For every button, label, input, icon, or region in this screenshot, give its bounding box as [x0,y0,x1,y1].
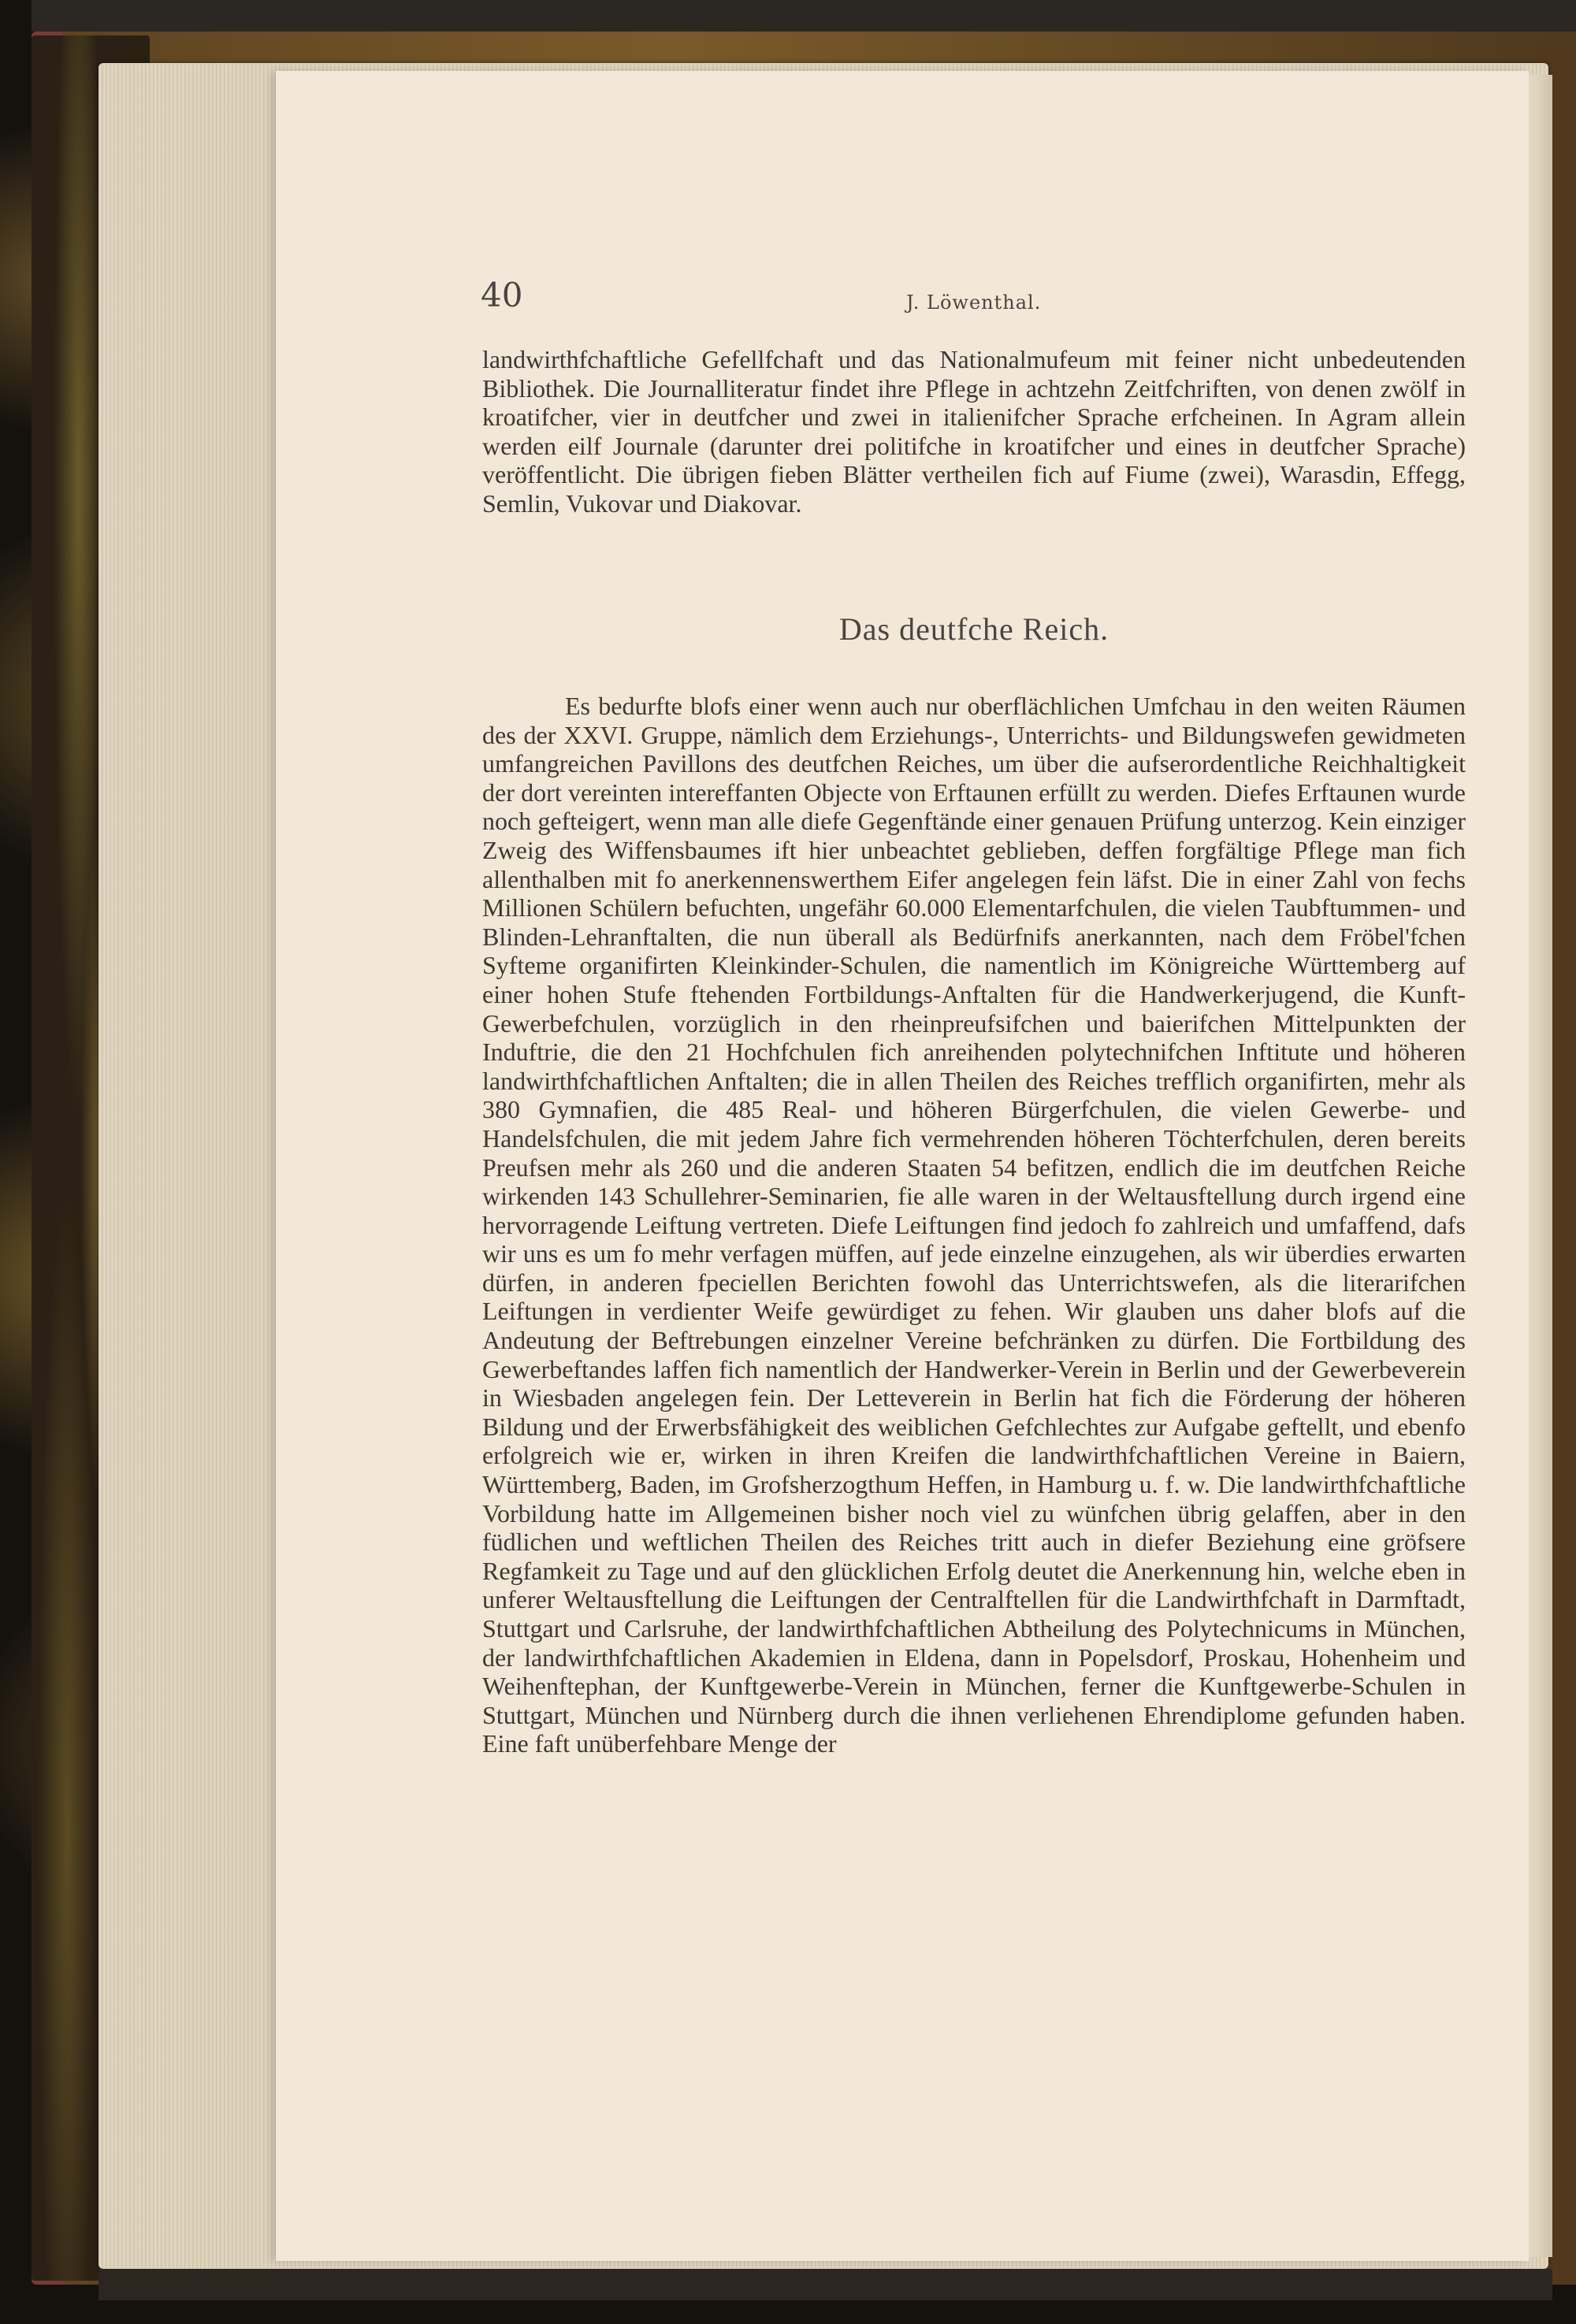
paragraph-1-text: landwirthfchaftliche Gefellfchaft und das Nationalmufeum mit feiner nicht unbedeutenden Bibliothek. Die Journalliteratur findet ihre Pflege in achtzehn Zeitfchriften, von denen zwölf in kroatifcher, vier in deutfcher und zwei in italienifcher Sprache erfcheinen. In Agram allein werden eilf Journale (darunter drei politifche in kroatifcher und eines in deutfcher Sprache) veröffentlicht. Die übrigen fieben Blätter vertheilen fich auf Fiume (zwei), Warasdin, Effegg, Semlin, Vukovar und Diakovar. [482,345,1466,518]
paragraph-2-text: Es bedurfte blofs einer wenn auch nur oberflächlichen Umfchau in den weiten Räumen des der XXVI. Gruppe, nämlich dem Erziehungs-, Unterrichts- und Bildungswefen gewidmeten umfangreichen Pavillons des deutfchen Reiches, um über die aufserordentliche Reichhaltigkeit der dort vereinten intereffanten Objecte von Erftaunen erfüllt zu werden. Diefes Erftaunen wurde noch gefteigert, wenn man alle diefe Gegenftände einer genauen Prüfung unterzog. Kein einziger Zweig des Wiffensbaumes ift hier unbeachtet geblieben, deffen forgfältige Pflege man fich allenthalben mit fo anerkennenswerthem Eifer angelegen fein läfst. Die in einer Zahl von fechs Millionen Schülern befuchten, ungefähr 60.000 Elementarfchulen, die vielen Taubftummen- und Blinden-Lehranftalten, die nun überall als Bedürfnifs anerkannten, nach dem Fröbel'fchen Syfteme organifirten Kleinkinder-Schulen, die namentlich im Königreiche Württemberg auf einer hohen Stufe ftehenden Fortbildungs-Anftalten für die Handwerkerjugend, die Kunft-Gewerbefchulen, vorzüglich in den rheinpreufsifchen und baierifchen Mittelpunkten der Induftrie, die den 21 Hochfchulen fich anreihenden polytechnifchen Inftitute und höheren landwirthfchaftlichen Anftalten; die in allen Theilen des Reiches trefflich organifirten, mehr als 380 Gymnafien, die 485 Real- und höheren Bürgerfchulen, die vielen Gewerbe- und Handelsfchulen, die mit jedem Jahre fich vermehrenden höheren Töchterfchulen, deren bereits Preufsen mehr als 260 und die anderen Staaten 54 befitzen, endlich die im deutfchen Reiche wirkenden 143 Schullehrer-Seminarien, fie alle waren in der Weltausftellung durch irgend eine hervorragende Leiftung vertreten. Diefe Leiftungen find jedoch fo zahlreich und umfaffend, dafs wir uns es um fo mehr verfagen müffen, auf jede einzelne einzugehen, als wir überdies erwarten dürfen, in anderen fpeciellen Berichten fowohl das Unterrichtswefen, als die literarifchen Leiftungen in verdienter Weife gewürdiget zu fehen. Wir glauben uns daher blofs auf die Andeutung der Beftrebungen einzelner Vereine befchränken zu dürfen. Die Fortbildung des Gewerbeftandes laffen fich namentlich der Handwerker-Verein in Berlin und der Gewerbeverein in Wiesbaden angelegen fein. Der Letteverein in Berlin hat fich die Förderung der höheren Bildung und der Erwerbsfähigkeit des weiblichen Gefchlechtes zur Aufgabe geftellt, und ebenfo erfolgreich wie er, wirken in ihren Kreifen die landwirthfchaftlichen Vereine in Baiern, Württemberg, Baden, im Grofsherzogthum Heffen, in Hamburg u. f. w. Die landwirthfchaftliche Vorbildung hatte im Allgemeinen bisher noch viel zu wünfchen übrig gelaffen, aber in den füdlichen und weftlichen Theilen des Reiches tritt auch in diefer Beziehung eine gröfsere Regfamkeit zu Tage und auf den glücklichen Erfolg deutet die Anerkennung hin, welche eben in unferer Weltausftellung die Leiftungen der Centralftellen für die Landwirthfchaft in Darmftadt, Stuttgart und Carlsruhe, der landwirthfchaftlichen Abtheilung des Polytechnicums in München, der landwirthfchaftlichen Akademien in Eldena, dann in Popelsdorf, Proskau, Hohenheim und Weihenftephan, der Kunftgewerbe-Verein in München, ferner die Kunftgewerbe-Schulen in Stuttgart, München und Nürnberg durch die ihnen verliehenen Ehrendiplome gefunden haben. Eine faft unüberfehbare Menge der [482,692,1466,1758]
paragraph-1 [482,345,1466,518]
section-heading: Das deutfche Reich. [838,611,1110,647]
page-number: 40 [481,276,523,314]
top-dark-strip [32,0,1576,32]
paragraph-2 [482,692,1466,1758]
bottom-shadow [98,2269,1552,2300]
running-head: J. Löwenthal. [906,291,1042,314]
page-edge-right [1529,75,1552,2257]
